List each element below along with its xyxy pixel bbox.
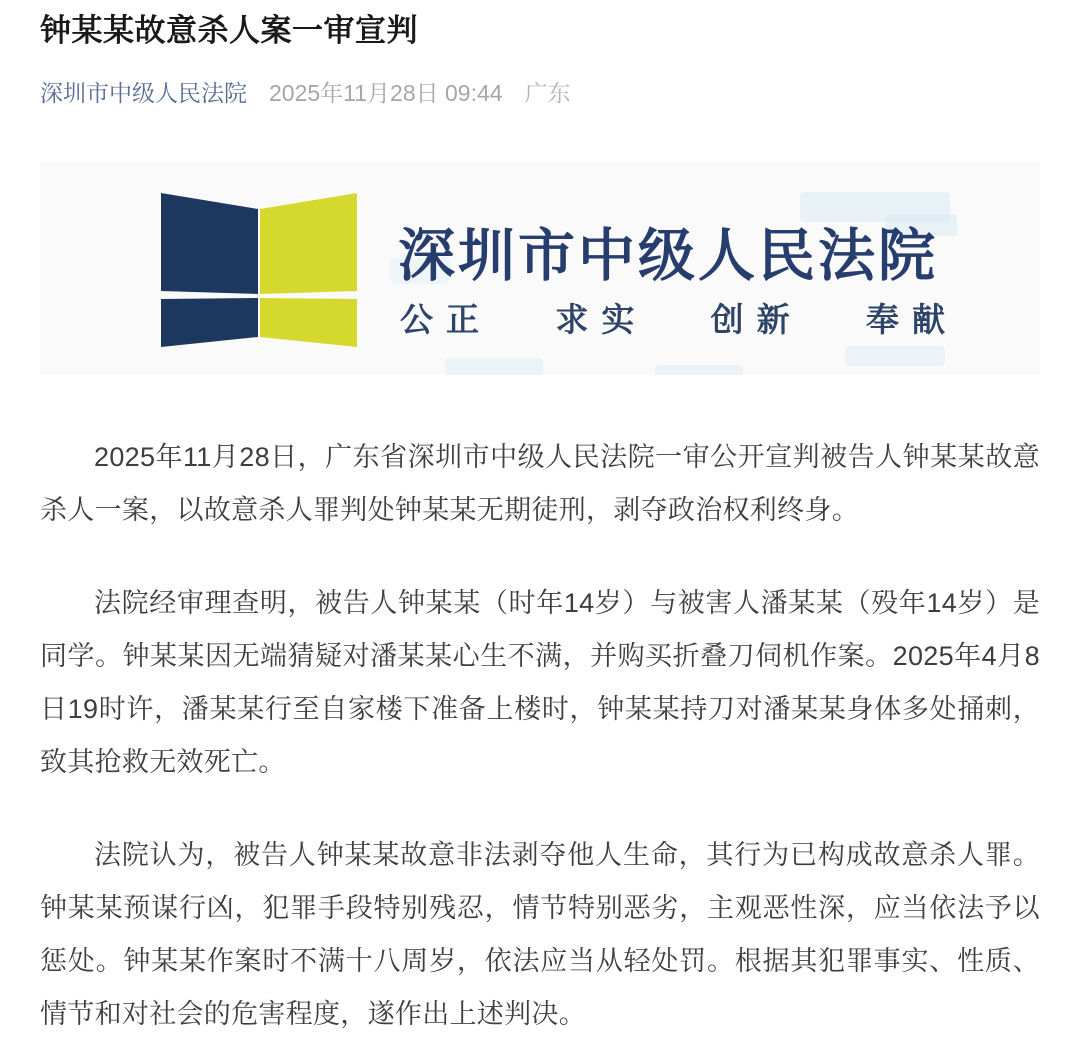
article-body — [40, 431, 1040, 1041]
byline — [40, 75, 1040, 108]
banner-org-name: 深圳市中级人民法院 — [398, 224, 938, 289]
court-banner-image[interactable] — [40, 162, 1040, 375]
logo-panel-bottom-left — [161, 298, 258, 347]
banner-motto — [400, 294, 958, 341]
court-logo-icon — [161, 193, 357, 349]
article-paragraph: 2025年11月28日，广东省深圳市中级人民法院一审公开宣判被告人钟某某故意杀人一案，以故意杀人罪判处钟某某无期徒刑，剥夺政治权利终身。 — [40, 442, 1040, 526]
motto-word: 公正 — [400, 301, 492, 339]
motto-word: 奉献 — [865, 301, 958, 339]
publish-datetime: 2025年11月28日 09:44 — [269, 80, 503, 107]
logo-panel-top-left — [161, 193, 258, 294]
article-paragraph: 法院经审理查明，被告人钟某某（时年14岁）与被害人潘某某（殁年14岁）是同学。钟某某因无端猜疑对潘某某心生不满，并购买折叠刀伺机作案。2025年4月8日19时许，潘某某行至自家楼下准备上楼时，钟某某持刀对潘某某身体多处捅刺，致其抢救无效死亡。 — [40, 588, 1040, 778]
logo-panel-bottom-right — [260, 298, 357, 347]
motto-word: 求实 — [555, 301, 648, 339]
watermark-smudge — [655, 365, 743, 375]
watermark-smudge — [445, 358, 543, 375]
official-account-link[interactable]: 深圳市中级人民法院 — [40, 80, 247, 107]
motto-word: 创新 — [710, 301, 803, 339]
logo-panel-top-right — [260, 193, 357, 294]
watermark-smudge — [845, 346, 945, 366]
article-title: 钟某某故意杀人案一审宣判 — [40, 13, 418, 48]
article-paragraph: 法院认为，被告人钟某某故意非法剥夺他人生命，其行为已构成故意杀人罪。钟某某预谋行凶，犯罪手段特别残忍，情节特别恶劣，主观恶性深，应当依法予以惩处。钟某某作案时不满十八周岁，依法应当从轻处罚。根据其犯罪事实、性质、情节和对社会的危害程度，遂作出上述判决。 — [40, 840, 1040, 1030]
publish-region: 广东 — [524, 80, 571, 107]
